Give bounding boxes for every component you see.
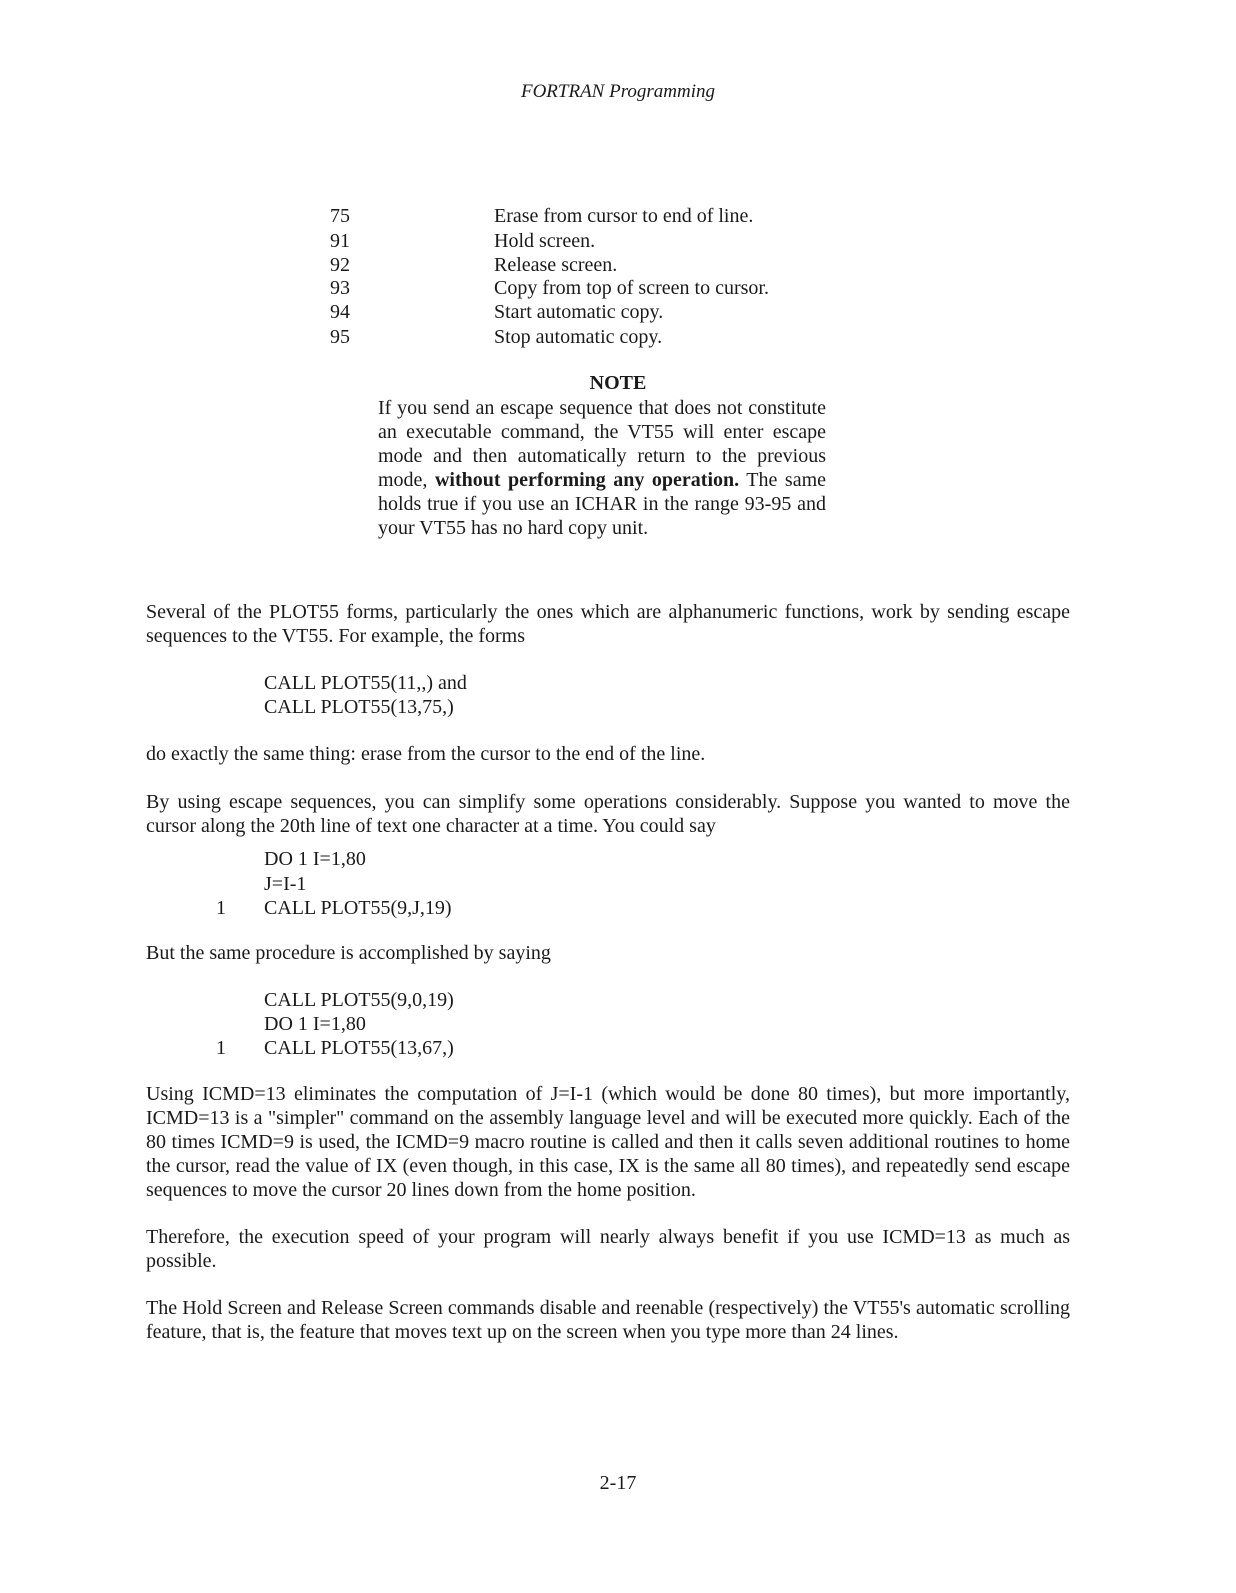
table-description: Release screen.: [494, 254, 618, 276]
note-text: If you send an escape sequence that does not constitute an executable command, the VT55 will enter escape mode and then automatically return to the previous mode,: [378, 397, 826, 491]
code-label: 1: [216, 1037, 226, 1059]
paragraph: By using escape sequences, you can simplify some operations considerably. Suppose you wanted to move the cursor along the 20th line of text one character at a time. You could say: [146, 791, 1070, 837]
code-line: CALL PLOT55(9,J,19): [264, 897, 452, 919]
table-row: [0, 276, 1236, 300]
table-row: [0, 253, 1236, 277]
paragraph: Therefore, the execution speed of your program will nearly always benefit if you use ICMD=13 as much as possible.: [146, 1226, 1070, 1272]
table-description: Copy from top of screen to cursor.: [494, 277, 769, 299]
code-line: CALL PLOT55(9,0,19): [264, 989, 454, 1011]
table-row: [0, 325, 1236, 349]
note-body: [378, 396, 826, 540]
table-code: 93: [330, 277, 350, 299]
paragraph: do exactly the same thing: erase from the cursor to the end of the line.: [146, 743, 706, 765]
table-code: 75: [330, 205, 350, 227]
table-code: 91: [330, 230, 350, 252]
table-code: 92: [330, 254, 350, 276]
table-code: 95: [330, 326, 350, 348]
table-description: Hold screen.: [494, 230, 596, 252]
table-row: [0, 229, 1236, 253]
code-line: CALL PLOT55(11,,) and: [264, 672, 467, 694]
table-row: [0, 204, 1236, 228]
code-line: J=I-1: [264, 873, 307, 895]
table-description: Erase from cursor to end of line.: [494, 205, 754, 227]
note-title: NOTE: [589, 372, 647, 394]
code-line: DO 1 I=1,80: [264, 848, 366, 870]
code-line: CALL PLOT55(13,75,): [264, 696, 454, 718]
table-code: 94: [330, 301, 350, 323]
table-description: Stop automatic copy.: [494, 326, 663, 348]
code-line: DO 1 I=1,80: [264, 1013, 366, 1035]
note-emphasis: without performing any operation.: [434, 469, 740, 491]
page-number: 2-17: [599, 1472, 637, 1494]
paragraph: Using ICMD=13 eliminates the computation of J=I-1 (which would be done 80 times), but more importantly, ICMD=13 is a "simpler" command on the assembly language level and will be executed more quickly. Each of the 80 times ICMD=9 is used, the ICMD=9 macro routine is called and then it calls seven additional routines to home the cursor, read the value of IX (even though, in this case, IX is the same all 80 times), and repeatedly send escape sequences to move the cursor 20 lines down from the home position.: [146, 1083, 1070, 1201]
table-row: [0, 300, 1236, 324]
paragraph: Several of the PLOT55 forms, particularly the ones which are alphanumeric functions, work by sending escape sequences to the VT55. For example, the forms: [146, 601, 1070, 647]
note-text: The same holds true if you use an ICHAR in the range 93-95 and your VT55 has no hard copy unit.: [378, 469, 827, 539]
table-description: Start automatic copy.: [494, 301, 664, 323]
page-header: FORTRAN Programming: [520, 81, 716, 102]
code-line: CALL PLOT55(13,67,): [264, 1037, 454, 1059]
paragraph: But the same procedure is accomplished by saying: [146, 942, 551, 964]
code-label: 1: [216, 897, 226, 919]
paragraph: The Hold Screen and Release Screen commands disable and reenable (respectively) the VT55's automatic scrolling feature, that is, the feature that moves text up on the screen when you type more than 24 lines.: [146, 1297, 1070, 1343]
